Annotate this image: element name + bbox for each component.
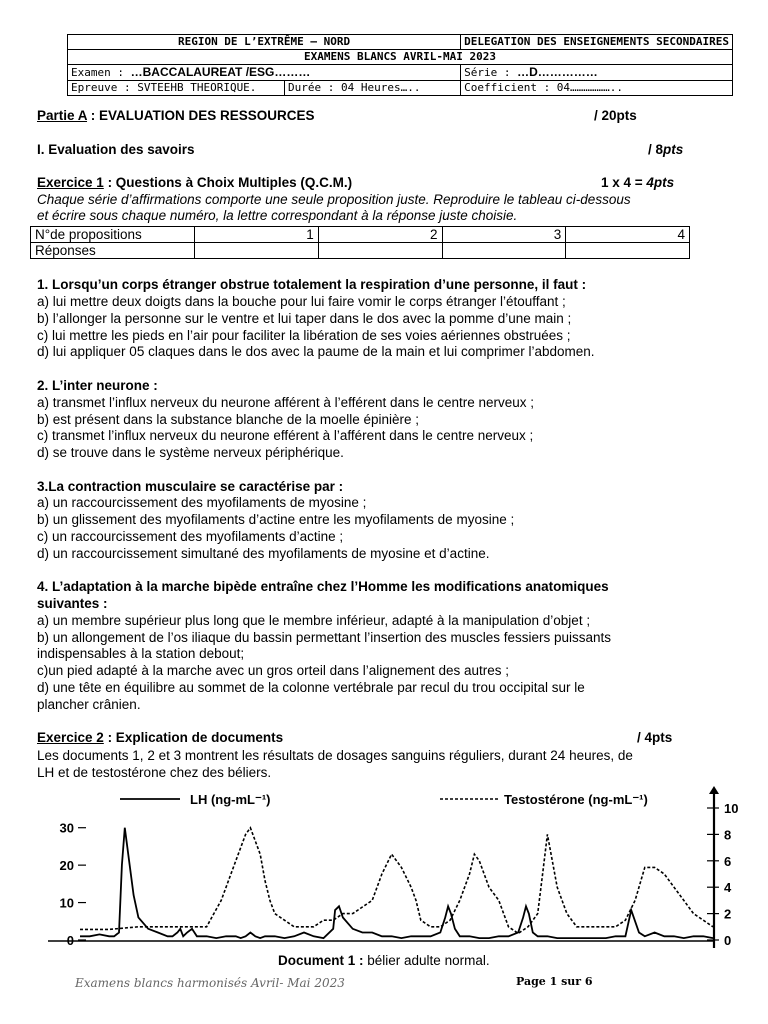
question-1-option-c: c) lui mettre les pieds en l’air pour faciliter la libération de ses voies aériennes obstruées ; bbox=[37, 328, 571, 343]
exercice2-title: : Explication de documents bbox=[103, 730, 284, 745]
question-2-option-b: b) est présent dans la substance blanche de la moelle épinière ; bbox=[37, 412, 419, 427]
answer-table-row2-label: Réponses bbox=[31, 243, 195, 259]
serie-label: Série : bbox=[464, 66, 518, 79]
right-axis-tick-label: 10 bbox=[724, 801, 739, 816]
question-4-line-3: indispensables à la station debout; bbox=[37, 646, 245, 661]
examen-value: …BACCALAUREAT /ESG……… bbox=[130, 65, 311, 79]
question-2-option-d: d) se trouve dans le système nerveux périphérique. bbox=[37, 445, 344, 460]
question-4-line-1: a) un membre supérieur plus long que le membre inférieur, adapté à la manipulation d’objet ; bbox=[37, 613, 591, 628]
question-2-option-a: a) transmet l’influx nerveux du neurone afférent à l’efférent dans le centre nerveux ; bbox=[37, 395, 535, 410]
right-axis-tick-label: 4 bbox=[724, 880, 732, 896]
testosterone-series-line bbox=[80, 828, 713, 934]
partie-a-points: / 20pts bbox=[594, 108, 637, 123]
lh-series-line bbox=[80, 828, 713, 938]
answer-table-num-1: 1 bbox=[195, 227, 319, 243]
question-4-title-line-1: 4. L’adaptation à la marche bipède entraîne chez l’Homme les modifications anatomiques bbox=[37, 579, 609, 594]
answer-table-num-3: 3 bbox=[442, 227, 566, 243]
legend-testosterone-label: Testostérone (ng-mL⁻¹) bbox=[504, 792, 648, 807]
question-1-option-a: a) lui mettre deux doigts dans la bouche pour lui faire vomir le corps étranger l’étouffant ; bbox=[37, 294, 566, 309]
answer-table-row1-label: N°de propositions bbox=[31, 227, 195, 243]
legend-lh-label: LH (ng-mL⁻¹) bbox=[190, 792, 271, 807]
left-axis-tick-label: 20 bbox=[59, 858, 74, 874]
question-1-option-b: b) l’allonger la personne sur le ventre et lui taper dans le dos avec la pomme d’une main ; bbox=[37, 311, 572, 326]
document-1-caption-label: Document 1 : bbox=[278, 953, 364, 968]
epreuve-cell: Epreuve : SVTEEHB THEORIQUE. bbox=[68, 81, 285, 96]
exercice1-instruction-2: et écrire sous chaque numéro, la lettre correspondant à la réponse juste choisie. bbox=[37, 208, 518, 223]
exercice1-heading bbox=[37, 175, 352, 192]
section1-points: / 8pts bbox=[648, 142, 684, 157]
exercice2-text-line-2: LH et de testostérone chez des béliers. bbox=[37, 765, 272, 780]
serie-value: …D…………… bbox=[517, 65, 598, 79]
serie-cell bbox=[461, 65, 733, 81]
exercice2-text-line-1: Les documents 1, 2 et 3 montrent les résultats de dosages sanguins réguliers, durant 24 heures, de bbox=[37, 748, 633, 763]
exercice2-label: Exercice 2 bbox=[37, 730, 104, 745]
question-3-title: 3.La contraction musculaire se caractérise par : bbox=[37, 479, 344, 494]
answer-cell-4 bbox=[566, 243, 690, 259]
delegation-cell: DELEGATION DES ENSEIGNEMENTS SECONDAIRES bbox=[461, 35, 733, 50]
question-3-option-c: c) un raccourcissement des myofilaments d’actine ; bbox=[37, 529, 344, 544]
region-cell: REGION DE L’EXTRÊME – NORD bbox=[68, 35, 461, 50]
question-2-title: 2. L’inter neurone : bbox=[37, 378, 158, 393]
footer-page-number: Page 1 sur 6 bbox=[516, 975, 593, 988]
question-4-line-4: c)un pied adapté à la marche avec un gros orteil dans l’alignement des autres ; bbox=[37, 663, 510, 678]
partie-a-title: : EVALUATION DES RESSOURCES bbox=[87, 108, 315, 123]
right-axis-tick-label: 6 bbox=[724, 853, 732, 869]
right-axis-tick-label: 8 bbox=[724, 827, 732, 843]
left-axis-tick-label: 10 bbox=[59, 895, 74, 911]
answer-table bbox=[30, 226, 690, 259]
exercice1-points: 1 x 4 = 4pts bbox=[601, 175, 675, 190]
footer-exam-name: Examens blancs harmonisés Avril- Mai 2023 bbox=[75, 976, 345, 990]
document-1-caption-text: bélier adulte normal. bbox=[363, 953, 490, 968]
left-axis-tick-label: 0 bbox=[66, 933, 74, 948]
question-1-option-d: d) lui appliquer 05 claques dans le dos avec la paume de la main et lui comprimer l’abdomen. bbox=[37, 344, 595, 359]
examen-label: Examen : bbox=[71, 66, 131, 79]
examen-cell bbox=[68, 65, 461, 81]
document-1-chart bbox=[30, 782, 750, 954]
question-4-line-5: d) une tête en équilibre au sommet de la colonne vertébrale par recul du trou occipital sur le bbox=[37, 680, 585, 695]
exercice2-points: / 4pts bbox=[637, 730, 673, 745]
question-1-title: 1. Lorsqu’un corps étranger obstrue totalement la respiration d’une personne, il faut : bbox=[37, 277, 587, 292]
right-axis-arrow bbox=[709, 786, 719, 794]
duree-cell: Durée : 04 Heures….. bbox=[285, 81, 461, 96]
right-axis-tick-label: 2 bbox=[724, 906, 732, 922]
exercice1-label: Exercice 1 bbox=[37, 175, 104, 190]
answer-cell-2 bbox=[318, 243, 442, 259]
answer-cell-1 bbox=[195, 243, 319, 259]
exercice2-heading bbox=[37, 730, 283, 747]
exam-header-table bbox=[67, 34, 733, 96]
question-4-line-2: b) un allongement de l’os iliaque du bassin permettant l’insertion des muscles fessiers puissants bbox=[37, 630, 612, 645]
answer-table-num-4: 4 bbox=[566, 227, 690, 243]
answer-table-num-2: 2 bbox=[318, 227, 442, 243]
exercice1-instruction-1: Chaque série d’affirmations comporte une seule proposition juste. Reproduire le tableau ci-dessous bbox=[37, 192, 631, 207]
exam-title-cell: EXAMENS BLANCS AVRIL-MAI 2023 bbox=[68, 50, 733, 65]
question-4-title-line-2: suivantes : bbox=[37, 596, 108, 611]
partie-a-label: Partie A bbox=[37, 108, 88, 123]
question-3-option-b: b) un glissement des myofilaments d’actine entre les myofilaments de myosine ; bbox=[37, 512, 515, 527]
document-1-caption bbox=[278, 953, 490, 968]
partie-a-heading bbox=[37, 108, 315, 125]
exercice1-title: : Questions à Choix Multiples (Q.C.M.) bbox=[103, 175, 353, 190]
section1-title: I. Evaluation des savoirs bbox=[37, 142, 195, 157]
question-4-line-6: plancher crânien. bbox=[37, 697, 141, 712]
right-axis-tick-label: 0 bbox=[724, 933, 732, 948]
answer-cell-3 bbox=[442, 243, 566, 259]
question-3-option-d: d) un raccourcissement simultané des myofilaments de myosine et d’actine. bbox=[37, 546, 490, 561]
question-2-option-c: c) transmet l’influx nerveux du neurone efférent à l’afférent dans le centre nerveux ; bbox=[37, 428, 534, 443]
question-3-option-a: a) un raccourcissement des myofilaments de myosine ; bbox=[37, 495, 367, 510]
left-axis-tick-label: 30 bbox=[59, 820, 74, 836]
coefficient-cell: Coefficient : 04……………….. bbox=[461, 81, 733, 96]
